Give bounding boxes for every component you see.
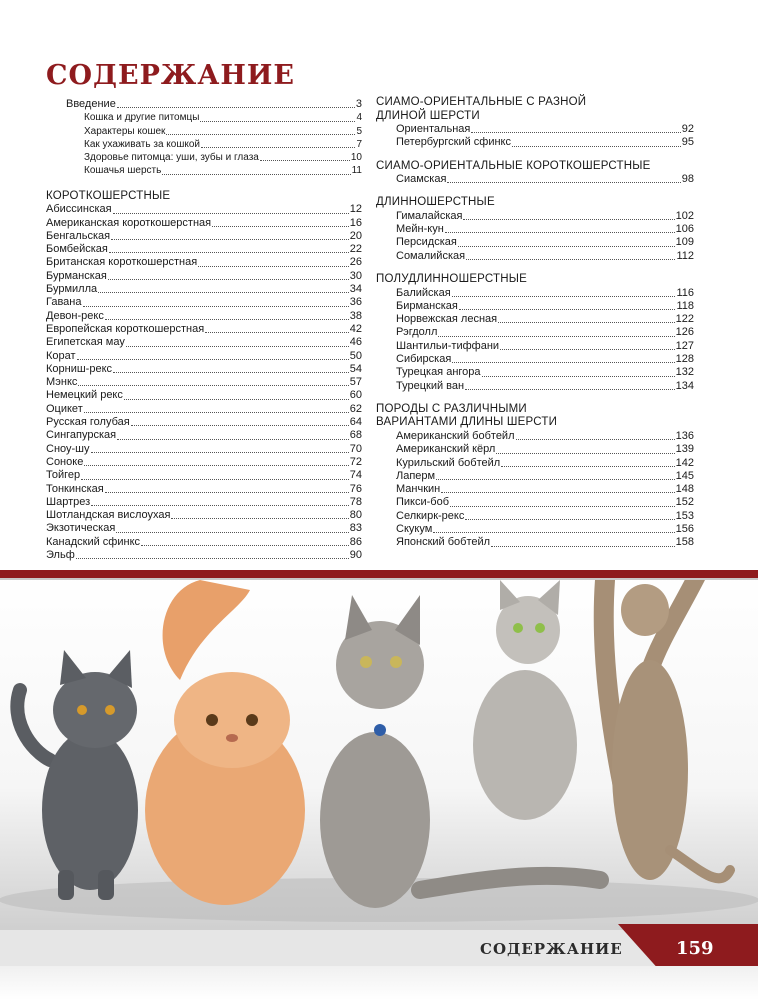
toc-entry-label: Немецкий рекс [46,389,123,402]
toc-entry-label: Норвежская лесная [396,313,498,326]
toc-entry[interactable] [46,403,362,416]
section-heading-varied: ПОРОДЫ С РАЗЛИЧНЫМИ [376,402,527,415]
toc-entry[interactable] [46,509,362,522]
toc-entry-label: Сноу-шу [46,442,90,455]
toc-entry-page: 98 [681,173,694,186]
toc-entry-label: Шотландская вислоухая [46,509,171,522]
leader-dots [162,174,350,175]
leader-dots [98,292,349,293]
toc-entry-label: Кошка и другие питомцы [84,112,200,124]
toc-entry[interactable] [376,340,694,353]
leader-dots [105,319,349,320]
section-heading-semilong: ПОЛУДЛИННОШЕРСТНЫЕ [376,273,528,286]
toc-entry-page: 10 [350,152,362,164]
toc-entry[interactable] [376,223,694,236]
toc-entry-page: 78 [349,495,362,508]
toc-entry[interactable] [376,236,694,249]
leader-dots [83,306,349,307]
toc-entry[interactable] [46,483,362,496]
toc-entry-page: 12 [349,203,362,216]
toc-entry-label: Оцикет [46,402,83,415]
leader-dots [260,160,350,161]
leader-dots [471,132,680,133]
toc-entry[interactable] [46,549,362,562]
leader-dots [436,479,675,480]
toc-entry[interactable] [376,470,694,483]
toc-entry-label: Гималайская [396,209,463,222]
toc-entry[interactable] [46,363,362,376]
toc-left-column [46,98,362,562]
leader-dots [78,385,348,386]
toc-entry-label: Канадский сфинкс [46,535,140,548]
leader-dots [113,213,349,214]
page-number: 159 [676,938,714,959]
toc-entry-page: 22 [349,243,362,256]
toc-entry-page: 95 [681,136,694,149]
toc-entry[interactable] [46,336,362,349]
toc-entry-page: 109 [675,236,694,249]
leader-dots [466,259,675,260]
toc-entry-page: 76 [349,482,362,495]
toc-entry[interactable] [46,389,362,402]
toc-entry[interactable] [376,536,694,549]
leader-dots [452,296,676,297]
toc-entry-label: Американская короткошерстная [46,216,212,229]
leader-dots [124,399,349,400]
toc-entry-page: 102 [675,209,694,222]
toc-entry-page: 106 [675,223,694,236]
toc-entry-page: 118 [676,299,694,312]
leader-dots [459,309,676,310]
leader-dots [201,147,355,148]
toc-entry-label: Персидская [396,236,457,249]
toc-entry-label: Американский кёрл [396,443,496,456]
toc-entry-page: 145 [675,469,694,482]
toc-entry-page: 70 [349,442,362,455]
toc-entry-page: 92 [681,123,694,135]
toc-entry[interactable] [376,523,694,536]
toc-entry[interactable] [46,270,362,283]
leader-dots [116,532,348,533]
leader-dots [117,107,355,108]
leader-dots [441,492,674,493]
toc-entry[interactable] [376,250,694,263]
leader-dots [205,332,349,333]
toc-entry-label: Введение [66,98,116,110]
toc-entry-page: 153 [675,509,694,522]
leader-dots [111,239,349,240]
toc-entry[interactable] [46,98,362,111]
toc-entry[interactable] [46,376,362,389]
leader-dots [452,362,674,363]
leader-dots [141,545,349,546]
toc-entry-page: 80 [349,509,362,522]
toc-entry-page: 158 [675,536,694,549]
toc-entry-label: Европейская короткошерстная [46,322,205,335]
semilong-list [376,287,694,393]
toc-entry[interactable] [46,125,362,138]
toc-entry[interactable] [376,443,694,456]
leader-dots [445,232,675,233]
footer-section-label: СОДЕРЖАНИЕ [480,940,623,958]
toc-entry-page: 64 [349,416,362,429]
toc-entry-label: Шартрез [46,495,91,508]
leader-dots [109,252,349,253]
toc-entry-page: 139 [675,443,694,456]
toc-entry-page: 126 [675,326,694,339]
leader-dots [433,532,674,533]
leader-dots [496,453,674,454]
toc-entry-label: Лаперм [396,469,436,482]
leader-dots [166,134,355,135]
persian-cat-illustration [145,580,305,905]
shorthair-list [46,203,362,562]
toc-entry-label: Американский бобтейл [396,429,515,442]
toc-entry-page: 152 [675,496,694,509]
toc-entry-page: 5 [356,125,362,137]
toc-entry[interactable] [46,522,362,535]
toc-entry-page: 20 [349,229,362,242]
section-heading-shorthair: КОРОТКОШЕРСТНЫЕ [46,189,171,202]
leader-dots [198,266,349,267]
toc-entry-page: 38 [349,309,362,322]
toc-entry-page: 116 [676,286,694,299]
toc-entry-page: 128 [675,353,694,366]
toc-entry-page: 156 [675,523,694,536]
toc-entry-page: 26 [349,256,362,269]
toc-entry[interactable] [376,380,694,393]
leader-dots [171,518,348,519]
toc-entry-page: 4 [356,112,362,124]
toc-entry-page: 62 [349,402,362,415]
toc-entry[interactable] [376,326,694,339]
toc-entry-page: 127 [675,339,694,352]
decorative-red-line [0,570,758,578]
toc-entry-page: 90 [349,549,362,561]
toc-entry-label: Бурманская [46,269,107,282]
leader-dots [450,506,675,507]
toc-entry-label: Абиссинская [46,203,112,216]
toc-entry-page: 72 [349,455,362,468]
toc-entry-label: Кошачья шерсть [84,165,162,177]
leader-dots [447,182,680,183]
toc-entry-page: 86 [349,535,362,548]
leader-dots [482,376,675,377]
toc-entry-page: 83 [349,522,362,535]
toc-entry[interactable] [376,496,694,509]
toc-entry-label: Египетская мау [46,336,125,349]
toc-entry-label: Курильский бобтейл [396,456,501,469]
toc-entry[interactable] [46,164,362,177]
section-heading-siamese-varied: СИАМО-ОРИЕНТАЛЬНЫЕ С РАЗНОЙ [376,96,587,108]
toc-entry-page: 142 [675,456,694,469]
toc-entry-page: 3 [355,98,362,110]
leader-dots [501,466,674,467]
toc-entry-label: Ориентальная [396,123,471,135]
leader-dots [76,558,349,559]
toc-entry-label: Сомалийская [396,249,466,262]
toc-entry[interactable] [46,350,362,363]
leader-dots [438,336,674,337]
longhair-list [376,210,694,263]
toc-entry[interactable] [46,203,362,216]
cats-illustration [0,570,758,932]
toc-entry-page: 68 [349,429,362,442]
toc-entry-label: Петербургский сфинкс [396,136,511,149]
toc-entry[interactable] [376,457,694,470]
toc-entry[interactable] [46,283,362,296]
toc-entry-page: 54 [349,362,362,375]
leader-dots [91,452,349,453]
leader-dots [77,359,349,360]
toc-entry-page: 11 [351,165,362,177]
toc-entry[interactable] [46,443,362,456]
section-heading-varied-line2: ВАРИАНТАМИ ДЛИНЫ ШЕРСТИ [376,416,558,429]
toc-entry-page: 74 [349,469,362,482]
toc-entry-label: Шантильи-тиффани [396,339,500,352]
leader-dots [465,389,675,390]
leader-dots [463,219,674,220]
toc-entry-label: Рэгдолл [396,326,438,339]
toc-entry-label: Тойгер [46,469,81,482]
toc-entry[interactable] [376,353,694,366]
mau-cat-illustration [473,580,577,820]
leader-dots [81,479,349,480]
leader-dots [84,412,349,413]
toc-entry-page: 112 [676,249,694,262]
toc-entry[interactable] [46,310,362,323]
section-heading-longhair: ДЛИННОШЕРСТНЫЕ [376,196,495,209]
leader-dots [512,146,681,147]
toc-entry-page: 16 [349,216,362,229]
toc-entry-label: Корат [46,349,76,362]
leader-dots [105,492,349,493]
toc-entry-label: Сибирская [396,353,452,366]
toc-entry[interactable] [376,366,694,379]
decorative-grey-line [0,578,758,580]
toc-entry[interactable] [46,217,362,230]
toc-entry-label: Бурмилла [46,283,98,296]
toc-entry-page: 46 [349,336,362,349]
siamese-varied-list [376,123,694,150]
toc-entry-label: Характеры кошек [84,125,166,137]
toc-entry-label: Корниш-рекс [46,362,113,375]
toc-entry-page: 148 [675,483,694,496]
leader-dots [117,439,349,440]
leader-dots [491,546,675,547]
toc-entry-label: Сингапурская [46,429,117,442]
toc-entry-label: Японский бобтейл [396,536,491,549]
toc-entry-page: 134 [675,379,694,392]
toc-entry-label: Соноке [46,455,84,468]
toc-entry[interactable] [46,111,362,124]
toc-entry-label: Скукум [396,523,433,536]
toc-entry[interactable] [376,123,694,136]
toc-entry-label: Турецкая ангора [396,366,481,379]
toc-entry-label: Бенгальская [46,229,111,242]
toc-entry[interactable] [46,536,362,549]
toc-entry-label: Турецкий ван [396,379,465,392]
toc-entry-label: Сиамская [396,173,447,186]
toc-entry-label: Бомбейская [46,243,108,256]
toc-entry-page: 122 [675,313,694,326]
toc-entry-page: 30 [349,269,362,282]
toc-entry-page: 36 [349,296,362,309]
toc-entry-page: 42 [349,322,362,335]
toc-entry[interactable] [376,210,694,223]
toc-entry[interactable] [46,138,362,151]
toc-entry[interactable] [46,416,362,429]
toc-entry-label: Бирманская [396,299,458,312]
leader-dots [465,519,674,520]
toc-right-column [376,96,694,550]
toc-entry[interactable] [46,429,362,442]
leader-dots [91,505,349,506]
toc-entry[interactable] [376,483,694,496]
toc-entry[interactable] [376,313,694,326]
toc-entry[interactable] [376,430,694,443]
footer-bottom [0,966,758,1000]
section-heading-siamese-varied-line2: ДЛИНОЙ ШЕРСТИ [376,109,480,122]
leader-dots [516,439,675,440]
toc-entry[interactable] [46,256,362,269]
toc-entry[interactable] [46,456,362,469]
toc-entry-label: Гавана [46,296,82,309]
bengal-cat-illustration [604,570,730,880]
toc-entry[interactable] [376,300,694,313]
toc-entry-label: Эльф [46,549,75,561]
leader-dots [126,346,349,347]
toc-entry[interactable] [376,136,694,149]
toc-entry-page: 136 [675,429,694,442]
leader-dots [200,121,355,122]
toc-entry[interactable] [376,287,694,300]
leader-dots [108,279,349,280]
toc-entry-page: 34 [349,283,362,296]
leader-dots [212,226,349,227]
toc-entry-page: 7 [356,138,362,150]
cats-photo [0,570,758,932]
leader-dots [458,246,675,247]
leader-dots [131,425,349,426]
varied-list [376,430,694,550]
toc-entry[interactable] [46,243,362,256]
toc-entry[interactable] [46,496,362,509]
toc-entry-label: Тонкинская [46,482,104,495]
toc-entry[interactable] [376,510,694,523]
toc-entry[interactable] [46,296,362,309]
toc-entry-label: Мейн-кун [396,223,444,236]
toc-entry-label: Русская голубая [46,416,130,429]
toc-entry-label: Селкирк-рекс [396,509,465,522]
leader-dots [498,322,675,323]
toc-entry-page: 60 [349,389,362,402]
toc-entry-page: 50 [349,349,362,362]
toc-entry-label: Манчкин [396,483,441,496]
grey-cat-illustration [17,650,138,900]
toc-entry-page: 132 [675,366,694,379]
toc-entry-label: Британская короткошерстная [46,256,198,269]
leader-dots [84,465,348,466]
toc-entry[interactable] [46,469,362,482]
leader-dots [500,349,675,350]
section-heading-siamese-short: СИАМО-ОРИЕНТАЛЬНЫЕ КОРОТКОШЕРСТНЫЕ [376,159,651,172]
toc-entry[interactable] [46,230,362,243]
toc-entry-label: Здоровье питомца: уши, зубы и глаза [84,152,259,164]
toc-entry-label: Экзотическая [46,522,116,535]
page-title: СОДЕРЖАНИЕ [46,60,295,91]
siamese-short-list [376,173,694,186]
toc-entry[interactable] [46,323,362,336]
toc-entry[interactable] [46,151,362,164]
leader-dots [113,372,349,373]
toc-entry-label: Пикси-боб [396,496,450,509]
toc-entry-label: Как ухаживать за кошкой [84,138,201,150]
toc-entry-label: Девон-рекс [46,309,104,322]
toc-entry[interactable] [376,173,694,186]
toc-entry-page: 57 [349,376,362,389]
toc-entry-label: Мэнкс [46,376,78,389]
toc-entry-label: Балийская [396,286,451,299]
